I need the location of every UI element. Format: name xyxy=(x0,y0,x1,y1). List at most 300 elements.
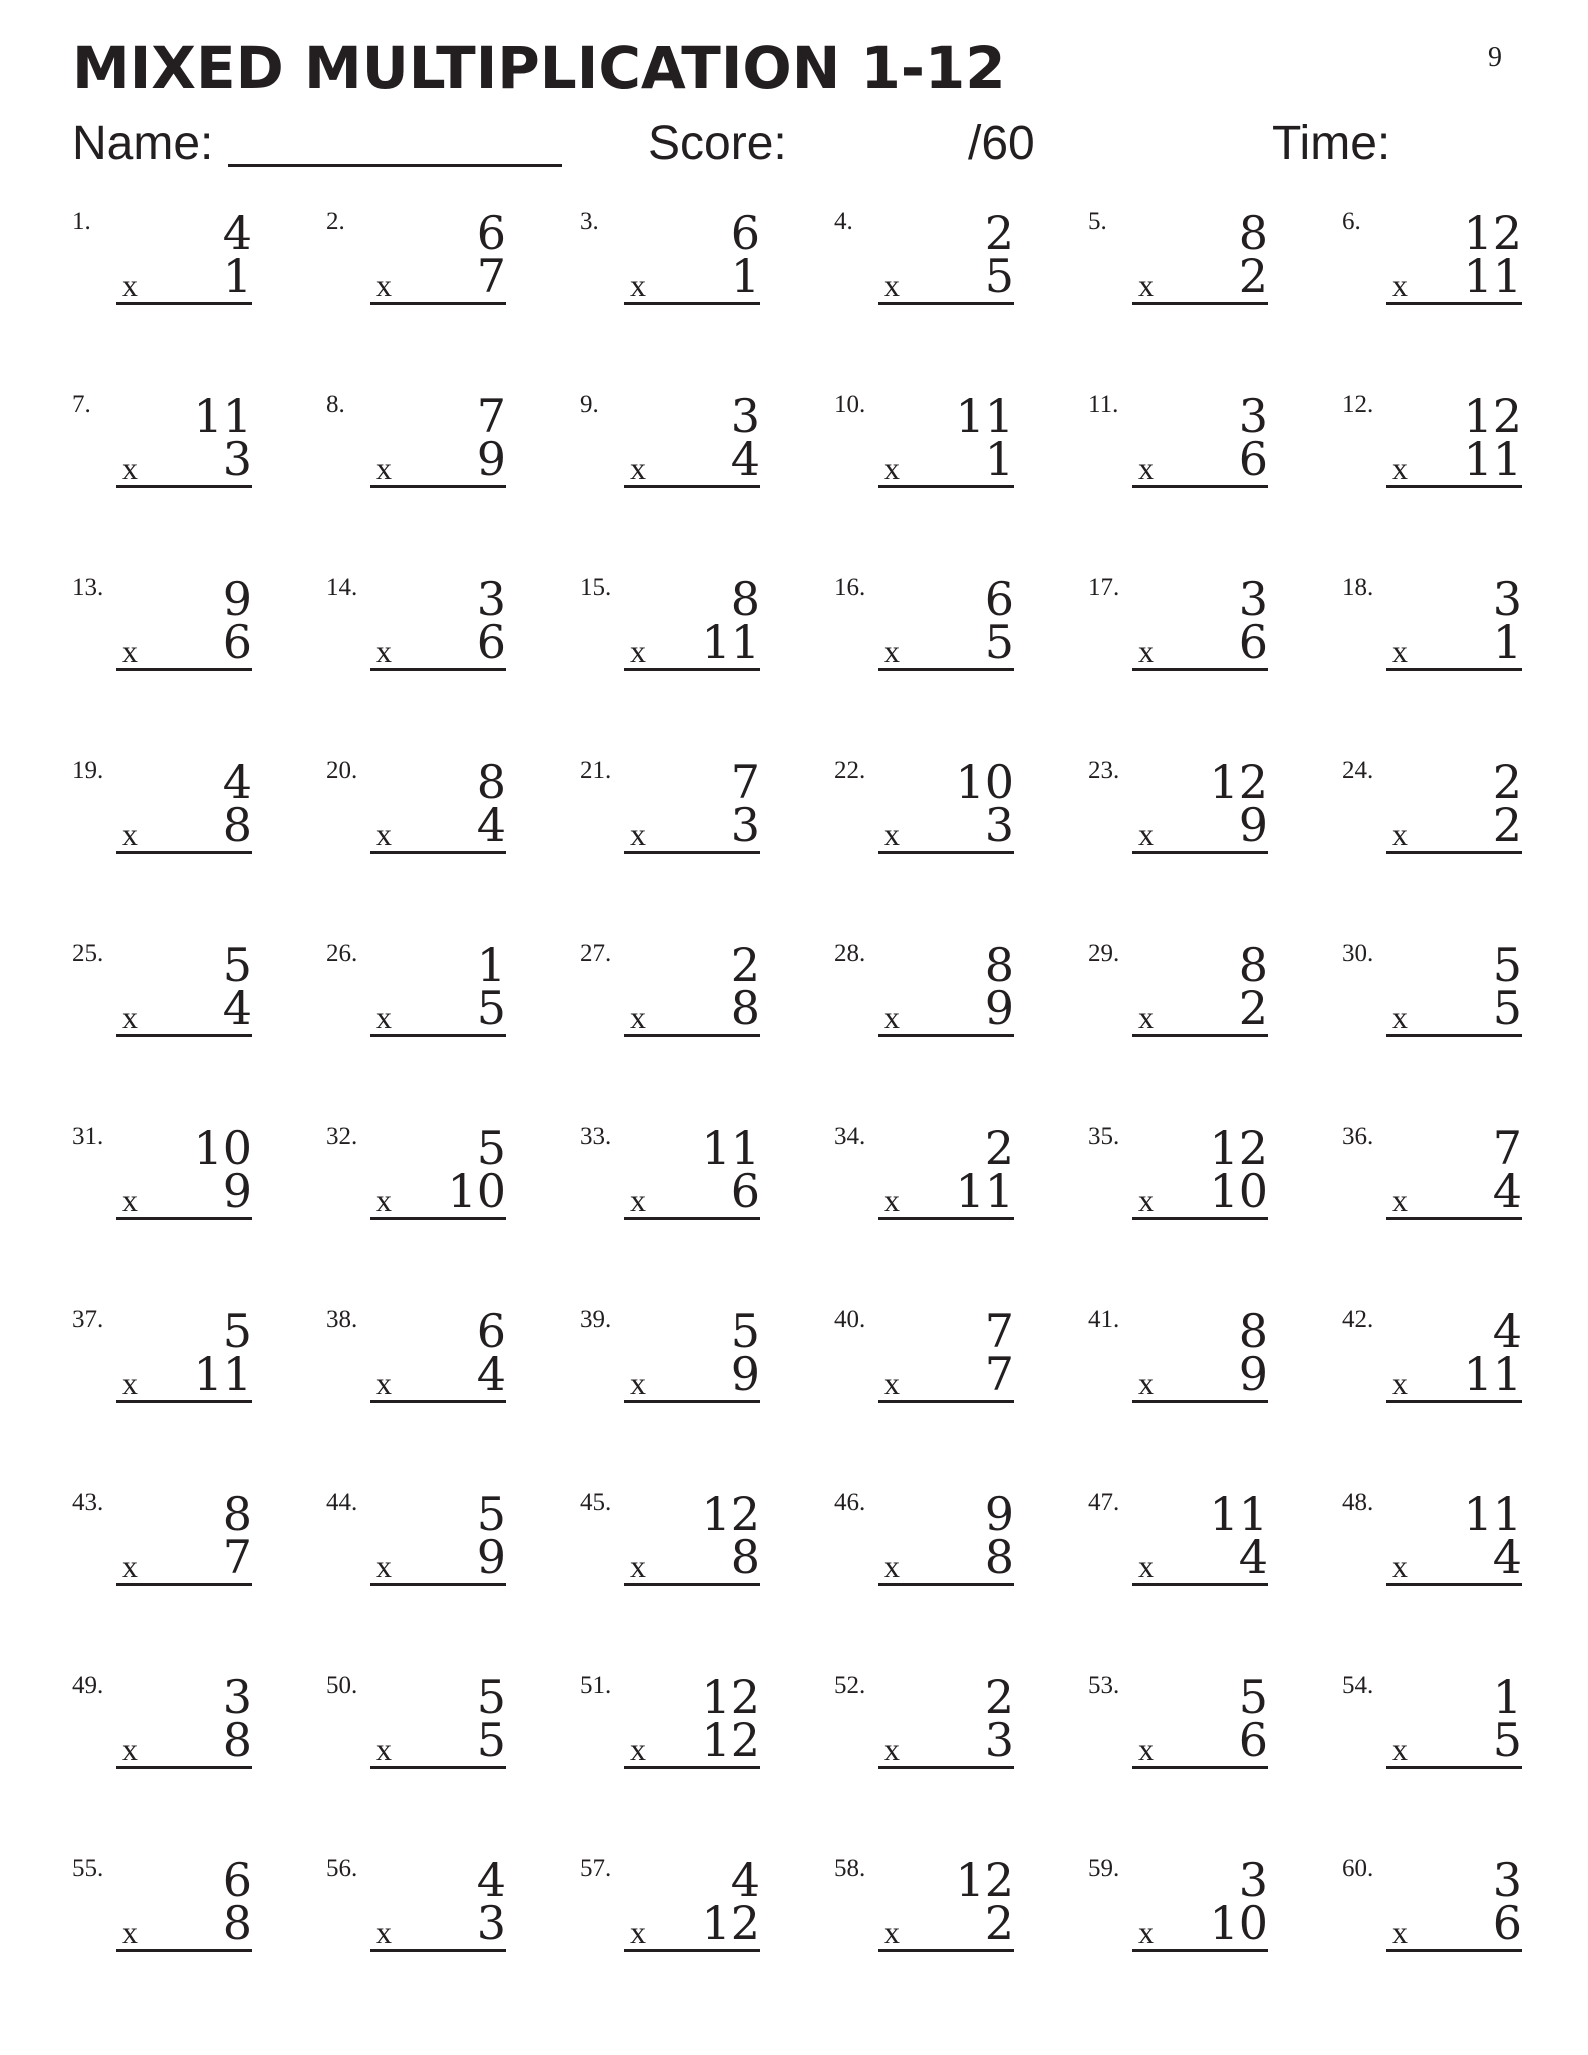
problem-60 xyxy=(1342,1853,1522,1966)
multiply-sign: x xyxy=(884,633,900,669)
multiply-sign: x xyxy=(1392,1731,1408,1767)
answer-line[interactable] xyxy=(624,1766,760,1769)
problem-59 xyxy=(1088,1853,1268,1966)
multiplicand: 1 xyxy=(1492,1670,1522,1724)
multiply-sign: x xyxy=(1138,267,1154,303)
problem-number: 19. xyxy=(72,757,104,784)
problem-number: 28. xyxy=(834,940,866,967)
multiplier: 3 xyxy=(476,1896,506,1950)
multiplier: 9 xyxy=(476,432,506,486)
problem-11 xyxy=(1088,389,1268,502)
multiplier: 6 xyxy=(222,615,252,669)
answer-line[interactable] xyxy=(1132,851,1268,854)
multiply-sign: x xyxy=(1138,450,1154,486)
problem-3 xyxy=(580,206,760,319)
answer-line[interactable] xyxy=(370,1949,506,1952)
multiplicand: 5 xyxy=(730,1304,760,1358)
problem-7 xyxy=(72,389,252,502)
answer-line[interactable] xyxy=(624,302,760,305)
problem-number: 48. xyxy=(1342,1489,1374,1516)
multiplier: 11 xyxy=(1463,1347,1522,1401)
multiplicand: 5 xyxy=(1238,1670,1268,1724)
problem-number: 27. xyxy=(580,940,612,967)
multiply-sign: x xyxy=(884,1182,900,1218)
problem-number: 3. xyxy=(580,208,599,235)
multiplier: 6 xyxy=(1238,432,1268,486)
multiply-sign: x xyxy=(1392,816,1408,852)
multiply-sign: x xyxy=(122,999,138,1035)
multiplier: 3 xyxy=(984,798,1014,852)
multiplicand: 3 xyxy=(222,1670,252,1724)
problem-18 xyxy=(1342,572,1522,685)
multiplicand: 10 xyxy=(193,1121,252,1175)
problem-4 xyxy=(834,206,1014,319)
problem-number: 33. xyxy=(580,1123,612,1150)
multiply-sign: x xyxy=(1138,1548,1154,1584)
multiply-sign: x xyxy=(122,1182,138,1218)
multiplier: 4 xyxy=(1492,1164,1522,1218)
multiplicand: 12 xyxy=(1463,206,1522,260)
problem-50 xyxy=(326,1670,506,1783)
answer-line[interactable] xyxy=(878,851,1014,854)
answer-line[interactable] xyxy=(370,1400,506,1403)
multiplier: 10 xyxy=(1209,1896,1268,1950)
answer-line[interactable] xyxy=(370,302,506,305)
problem-number: 26. xyxy=(326,940,358,967)
answer-line[interactable] xyxy=(878,1766,1014,1769)
problem-58 xyxy=(834,1853,1014,1966)
problem-16 xyxy=(834,572,1014,685)
answer-line[interactable] xyxy=(624,1034,760,1037)
problem-26 xyxy=(326,938,506,1051)
multiplier: 8 xyxy=(222,1713,252,1767)
answer-line[interactable] xyxy=(1386,1766,1522,1769)
multiplier: 6 xyxy=(1238,615,1268,669)
multiply-sign: x xyxy=(122,816,138,852)
problem-number: 35. xyxy=(1088,1123,1120,1150)
problem-number: 6. xyxy=(1342,208,1361,235)
answer-line[interactable] xyxy=(116,1766,252,1769)
answer-line[interactable] xyxy=(116,851,252,854)
multiply-sign: x xyxy=(122,267,138,303)
multiplicand: 4 xyxy=(1492,1304,1522,1358)
answer-line[interactable] xyxy=(878,485,1014,488)
problem-20 xyxy=(326,755,506,868)
answer-line[interactable] xyxy=(1386,851,1522,854)
problem-number: 23. xyxy=(1088,757,1120,784)
problem-57 xyxy=(580,1853,760,1966)
multiplier: 6 xyxy=(730,1164,760,1218)
answer-line[interactable] xyxy=(116,1949,252,1952)
answer-line[interactable] xyxy=(370,668,506,671)
multiplier: 6 xyxy=(476,615,506,669)
problem-number: 37. xyxy=(72,1306,104,1333)
answer-line[interactable] xyxy=(370,851,506,854)
multiplier: 8 xyxy=(730,981,760,1035)
problem-39 xyxy=(580,1304,760,1417)
multiply-sign: x xyxy=(376,633,392,669)
answer-line[interactable] xyxy=(116,1217,252,1220)
answer-line[interactable] xyxy=(1132,1400,1268,1403)
multiplicand: 9 xyxy=(222,572,252,626)
multiplicand: 5 xyxy=(1492,938,1522,992)
answer-line[interactable] xyxy=(624,851,760,854)
multiplier: 8 xyxy=(984,1530,1014,1584)
multiplier: 7 xyxy=(476,249,506,303)
answer-line[interactable] xyxy=(1132,1766,1268,1769)
multiplicand: 8 xyxy=(730,572,760,626)
problem-36 xyxy=(1342,1121,1522,1234)
multiplicand: 11 xyxy=(955,389,1014,443)
answer-line[interactable] xyxy=(116,302,252,305)
answer-line[interactable] xyxy=(370,1583,506,1586)
problem-51 xyxy=(580,1670,760,1783)
problem-53 xyxy=(1088,1670,1268,1783)
answer-line[interactable] xyxy=(1132,302,1268,305)
multiplier: 12 xyxy=(701,1713,760,1767)
multiplicand: 2 xyxy=(984,206,1014,260)
multiply-sign: x xyxy=(884,450,900,486)
multiplicand: 11 xyxy=(193,389,252,443)
problem-number: 46. xyxy=(834,1489,866,1516)
problem-55 xyxy=(72,1853,252,1966)
problem-number: 21. xyxy=(580,757,612,784)
multiplicand: 4 xyxy=(476,1853,506,1907)
multiplicand: 3 xyxy=(730,389,760,443)
worksheet-title: MIXED MULTIPLICATION 1-12 xyxy=(72,34,1006,102)
problem-5 xyxy=(1088,206,1268,319)
multiplier: 1 xyxy=(730,249,760,303)
problem-27 xyxy=(580,938,760,1051)
multiplicand: 5 xyxy=(476,1487,506,1541)
multiplier: 9 xyxy=(984,981,1014,1035)
multiply-sign: x xyxy=(1392,1914,1408,1950)
problem-1 xyxy=(72,206,252,319)
time-label: Time: xyxy=(1272,117,1391,170)
answer-line[interactable] xyxy=(1132,1583,1268,1586)
answer-line[interactable] xyxy=(624,485,760,488)
problem-22 xyxy=(834,755,1014,868)
problem-number: 22. xyxy=(834,757,866,784)
answer-line[interactable] xyxy=(624,1949,760,1952)
problem-number: 1. xyxy=(72,208,91,235)
problem-number: 12. xyxy=(1342,391,1374,418)
multiplicand: 12 xyxy=(1209,755,1268,809)
multiply-sign: x xyxy=(122,1731,138,1767)
problem-47 xyxy=(1088,1487,1268,1600)
problem-number: 29. xyxy=(1088,940,1120,967)
multiply-sign: x xyxy=(630,1731,646,1767)
problem-number: 50. xyxy=(326,1672,358,1699)
multiplier: 8 xyxy=(222,798,252,852)
multiplier: 4 xyxy=(222,981,252,1035)
answer-line[interactable] xyxy=(370,1034,506,1037)
answer-line[interactable] xyxy=(878,302,1014,305)
answer-line[interactable] xyxy=(116,485,252,488)
answer-line[interactable] xyxy=(624,1217,760,1220)
answer-line[interactable] xyxy=(1386,485,1522,488)
problem-25 xyxy=(72,938,252,1051)
multiplicand: 8 xyxy=(476,755,506,809)
multiplicand: 5 xyxy=(222,938,252,992)
multiply-sign: x xyxy=(1392,450,1408,486)
problem-number: 7. xyxy=(72,391,91,418)
problem-number: 47. xyxy=(1088,1489,1120,1516)
multiplicand: 2 xyxy=(1492,755,1522,809)
multiplicand: 5 xyxy=(476,1670,506,1724)
multiplier: 5 xyxy=(984,249,1014,303)
multiply-sign: x xyxy=(630,999,646,1035)
multiplicand: 3 xyxy=(1492,1853,1522,1907)
problem-46 xyxy=(834,1487,1014,1600)
problem-number: 43. xyxy=(72,1489,104,1516)
multiplier: 4 xyxy=(1492,1530,1522,1584)
problem-number: 15. xyxy=(580,574,612,601)
multiplicand: 7 xyxy=(984,1304,1014,1358)
problem-34 xyxy=(834,1121,1014,1234)
multiplicand: 8 xyxy=(984,938,1014,992)
multiplicand: 7 xyxy=(476,389,506,443)
answer-line[interactable] xyxy=(1132,1949,1268,1952)
multiplier: 12 xyxy=(701,1896,760,1950)
answer-line[interactable] xyxy=(1386,668,1522,671)
multiplier: 4 xyxy=(476,1347,506,1401)
answer-line[interactable] xyxy=(116,1400,252,1403)
problem-29 xyxy=(1088,938,1268,1051)
multiply-sign: x xyxy=(122,450,138,486)
multiply-sign: x xyxy=(884,999,900,1035)
problem-30 xyxy=(1342,938,1522,1051)
multiply-sign: x xyxy=(1392,999,1408,1035)
multiplier: 9 xyxy=(222,1164,252,1218)
multiply-sign: x xyxy=(884,1914,900,1950)
multiply-sign: x xyxy=(376,999,392,1035)
problem-number: 18. xyxy=(1342,574,1374,601)
problem-38 xyxy=(326,1304,506,1417)
problem-number: 54. xyxy=(1342,1672,1374,1699)
problem-number: 34. xyxy=(834,1123,866,1150)
page-number: 9 xyxy=(1488,42,1502,73)
multiplier: 7 xyxy=(222,1530,252,1584)
answer-line[interactable] xyxy=(116,1583,252,1586)
problem-number: 11. xyxy=(1088,391,1119,418)
multiply-sign: x xyxy=(884,267,900,303)
multiplier: 8 xyxy=(222,1896,252,1950)
problem-21 xyxy=(580,755,760,868)
multiply-sign: x xyxy=(376,816,392,852)
multiplicand: 3 xyxy=(1238,572,1268,626)
multiplier: 3 xyxy=(984,1713,1014,1767)
problem-number: 57. xyxy=(580,1855,612,1882)
problem-number: 36. xyxy=(1342,1123,1374,1150)
answer-line[interactable] xyxy=(370,1217,506,1220)
multiply-sign: x xyxy=(1138,1731,1154,1767)
problem-number: 51. xyxy=(580,1672,612,1699)
problem-number: 25. xyxy=(72,940,104,967)
multiply-sign: x xyxy=(376,1914,392,1950)
multiply-sign: x xyxy=(1392,267,1408,303)
answer-line[interactable] xyxy=(1132,485,1268,488)
multiplicand: 7 xyxy=(1492,1121,1522,1175)
multiplicand: 3 xyxy=(1238,389,1268,443)
multiplier: 5 xyxy=(1492,981,1522,1035)
answer-line[interactable] xyxy=(878,1400,1014,1403)
multiplicand: 12 xyxy=(955,1853,1014,1907)
problem-number: 17. xyxy=(1088,574,1120,601)
answer-line[interactable] xyxy=(878,1034,1014,1037)
multiplicand: 12 xyxy=(1209,1121,1268,1175)
problem-number: 14. xyxy=(326,574,358,601)
answer-line[interactable] xyxy=(1386,1949,1522,1952)
multiplicand: 12 xyxy=(1463,389,1522,443)
answer-line[interactable] xyxy=(1386,1217,1522,1220)
problem-15 xyxy=(580,572,760,685)
multiply-sign: x xyxy=(630,450,646,486)
problem-number: 56. xyxy=(326,1855,358,1882)
answer-line[interactable] xyxy=(1386,302,1522,305)
answer-line[interactable] xyxy=(878,1949,1014,1952)
multiplicand: 6 xyxy=(730,206,760,260)
problem-number: 41. xyxy=(1088,1306,1120,1333)
answer-line[interactable] xyxy=(370,485,506,488)
multiply-sign: x xyxy=(376,1182,392,1218)
multiplicand: 6 xyxy=(476,206,506,260)
multiplicand: 11 xyxy=(701,1121,760,1175)
problem-14 xyxy=(326,572,506,685)
multiplicand: 4 xyxy=(222,755,252,809)
problem-number: 9. xyxy=(580,391,599,418)
multiplier: 5 xyxy=(476,1713,506,1767)
problem-number: 31. xyxy=(72,1123,104,1150)
answer-line[interactable] xyxy=(1132,1217,1268,1220)
score-label: Score: xyxy=(648,117,787,170)
multiply-sign: x xyxy=(884,1731,900,1767)
multiplicand: 8 xyxy=(1238,938,1268,992)
answer-line[interactable] xyxy=(116,668,252,671)
multiplier: 9 xyxy=(1238,1347,1268,1401)
multiply-sign: x xyxy=(122,1914,138,1950)
problem-number: 20. xyxy=(326,757,358,784)
answer-line[interactable] xyxy=(370,1766,506,1769)
multiplicand: 3 xyxy=(476,572,506,626)
answer-line[interactable] xyxy=(878,1217,1014,1220)
problem-23 xyxy=(1088,755,1268,868)
problem-number: 45. xyxy=(580,1489,612,1516)
multiply-sign: x xyxy=(122,633,138,669)
multiplier: 9 xyxy=(730,1347,760,1401)
multiplicand: 2 xyxy=(730,938,760,992)
multiply-sign: x xyxy=(1138,816,1154,852)
problem-number: 16. xyxy=(834,574,866,601)
answer-line[interactable] xyxy=(878,1583,1014,1586)
multiplicand: 9 xyxy=(984,1487,1014,1541)
multiply-sign: x xyxy=(630,267,646,303)
multiplier: 9 xyxy=(476,1530,506,1584)
problem-number: 60. xyxy=(1342,1855,1374,1882)
problem-45 xyxy=(580,1487,760,1600)
answer-line[interactable] xyxy=(116,1034,252,1037)
multiplier: 11 xyxy=(1463,432,1522,486)
multiplicand: 3 xyxy=(1238,1853,1268,1907)
problem-number: 40. xyxy=(834,1306,866,1333)
multiply-sign: x xyxy=(376,1731,392,1767)
problem-12 xyxy=(1342,389,1522,502)
problem-48 xyxy=(1342,1487,1522,1600)
name-label: Name: xyxy=(72,117,214,170)
problem-number: 8. xyxy=(326,391,345,418)
problem-42 xyxy=(1342,1304,1522,1417)
answer-line[interactable] xyxy=(624,1400,760,1403)
multiply-sign: x xyxy=(122,1548,138,1584)
multiplier: 5 xyxy=(1492,1713,1522,1767)
answer-line[interactable] xyxy=(1386,1400,1522,1403)
multiplier: 2 xyxy=(1238,249,1268,303)
problem-13 xyxy=(72,572,252,685)
score-total: /60 xyxy=(968,117,1035,170)
multiplier: 7 xyxy=(984,1347,1014,1401)
problem-number: 4. xyxy=(834,208,853,235)
problem-number: 58. xyxy=(834,1855,866,1882)
problem-2 xyxy=(326,206,506,319)
problem-number: 30. xyxy=(1342,940,1374,967)
multiplicand: 2 xyxy=(984,1121,1014,1175)
problem-number: 49. xyxy=(72,1672,104,1699)
problem-number: 59. xyxy=(1088,1855,1120,1882)
problem-56 xyxy=(326,1853,506,1966)
multiplier: 9 xyxy=(1238,798,1268,852)
multiply-sign: x xyxy=(630,816,646,852)
answer-line[interactable] xyxy=(624,1583,760,1586)
multiplicand: 4 xyxy=(730,1853,760,1907)
answer-line[interactable] xyxy=(1386,1034,1522,1037)
multiply-sign: x xyxy=(1138,1914,1154,1950)
multiplicand: 11 xyxy=(1463,1487,1522,1541)
multiplicand: 10 xyxy=(955,755,1014,809)
multiplier: 5 xyxy=(476,981,506,1035)
multiply-sign: x xyxy=(884,1548,900,1584)
multiplier: 8 xyxy=(730,1530,760,1584)
multiplier: 2 xyxy=(1492,798,1522,852)
answer-line[interactable] xyxy=(624,668,760,671)
multiplicand: 11 xyxy=(1209,1487,1268,1541)
multiply-sign: x xyxy=(1392,1548,1408,1584)
multiplier: 11 xyxy=(955,1164,1014,1218)
multiply-sign: x xyxy=(630,633,646,669)
multiply-sign: x xyxy=(122,1365,138,1401)
problem-8 xyxy=(326,389,506,502)
multiplier: 1 xyxy=(222,249,252,303)
problem-6 xyxy=(1342,206,1522,319)
multiplier: 4 xyxy=(730,432,760,486)
problem-number: 53. xyxy=(1088,1672,1120,1699)
multiplicand: 5 xyxy=(222,1304,252,1358)
answer-line[interactable] xyxy=(1386,1583,1522,1586)
answer-line[interactable] xyxy=(1132,668,1268,671)
problem-31 xyxy=(72,1121,252,1234)
multiply-sign: x xyxy=(1138,999,1154,1035)
multiply-sign: x xyxy=(1392,1182,1408,1218)
multiplier: 4 xyxy=(476,798,506,852)
answer-line[interactable] xyxy=(878,668,1014,671)
problem-40 xyxy=(834,1304,1014,1417)
answer-line[interactable] xyxy=(1132,1034,1268,1037)
problem-28 xyxy=(834,938,1014,1051)
multiplier: 1 xyxy=(1492,615,1522,669)
problem-number: 39. xyxy=(580,1306,612,1333)
multiplier: 5 xyxy=(984,615,1014,669)
multiplicand: 8 xyxy=(1238,206,1268,260)
problem-number: 42. xyxy=(1342,1306,1374,1333)
